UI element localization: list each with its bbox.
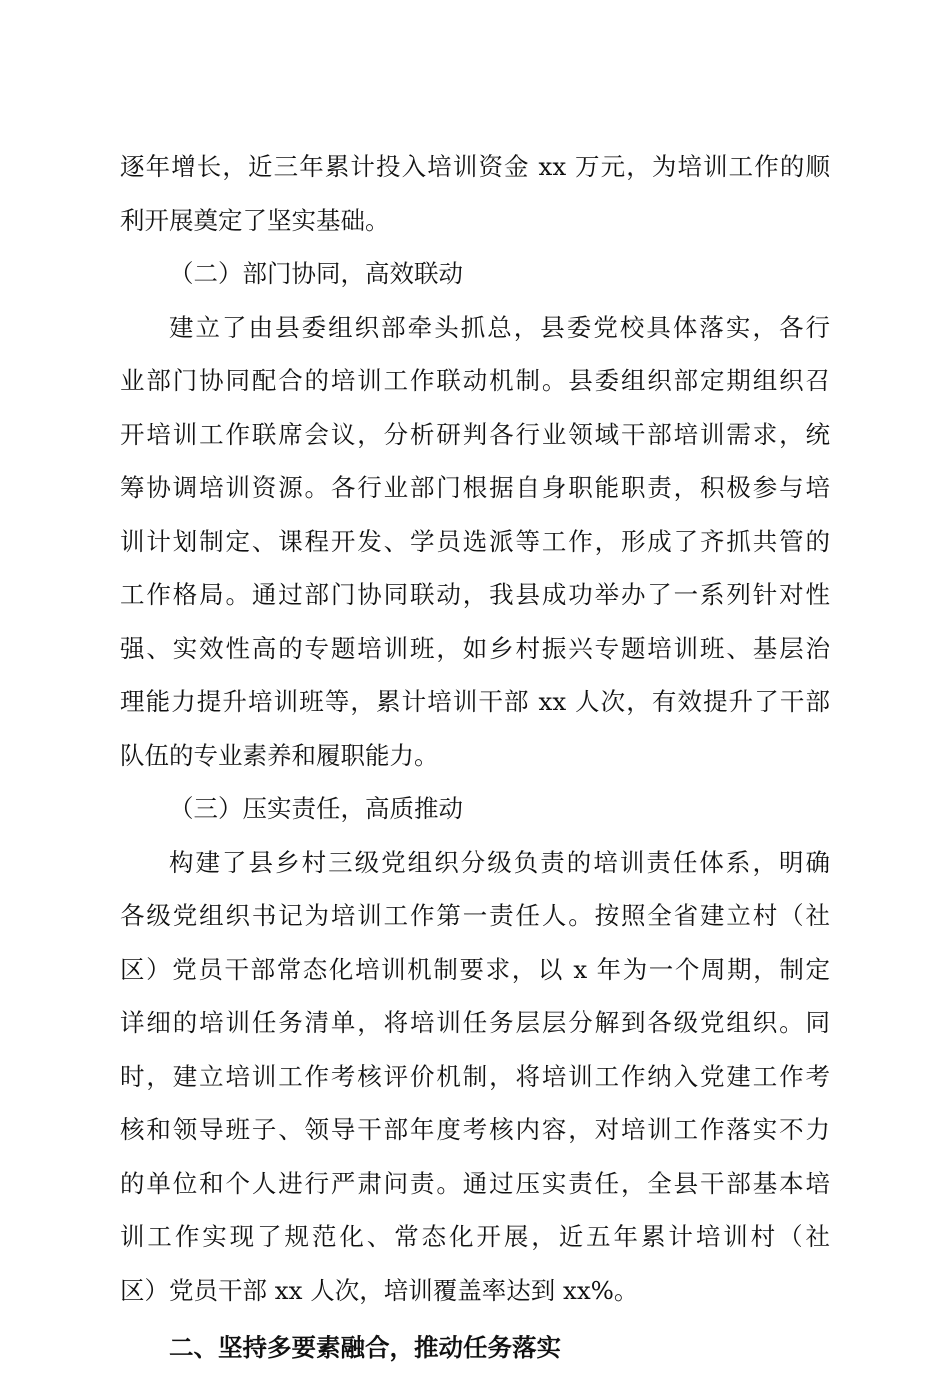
text-line: 核和领导班子、领导干部年度考核内容，对培训工作落实不力 — [120, 1115, 830, 1144]
text-line: 业部门协同配合的培训工作联动机制。县委组织部定期组织召 — [120, 366, 830, 395]
text-line: 详细的培训任务清单，将培训任务层层分解到各级党组织。同 — [120, 1008, 830, 1037]
section-heading-3: （三）压实责任，高质推动 — [169, 794, 463, 823]
text-line: 工作格局。通过部门协同联动，我县成功举办了一系列针对性 — [120, 580, 830, 609]
text-line: 建立了由县委组织部牵头抓总，县委党校具体落实，各行 — [169, 312, 830, 342]
text-line: 利开展奠定了坚实基础。 — [120, 205, 390, 235]
text-line: 队伍的专业素养和履职能力。 — [120, 740, 439, 770]
text-line: 训工作实现了规范化、常态化开展，近五年累计培训村（社 — [120, 1222, 830, 1251]
chapter-heading: 二、坚持多要素融合，推动任务落实 — [169, 1333, 561, 1362]
text-line: 训计划制定、课程开发、学员选派等工作，形成了齐抓共管的 — [120, 526, 830, 556]
text-line: 开培训工作联席会议，分析研判各行业领域干部培训需求，统 — [120, 419, 830, 449]
section-heading-2: （二）部门协同，高效联动 — [169, 259, 463, 288]
text-line: 逐年增长，近三年累计投入培训资金 xx 万元，为培训工作的顺 — [120, 152, 830, 181]
text-line: 各级党组织书记为培训工作第一责任人。按照全省建立村（社 — [120, 901, 830, 930]
text-line: 区）党员干部常态化培训机制要求，以 x 年为一个周期，制定 — [120, 954, 830, 984]
text-line: 时，建立培训工作考核评价机制，将培训工作纳入党建工作考 — [120, 1061, 830, 1091]
text-line: 区）党员干部 xx 人次，培训覆盖率达到 xx%。 — [120, 1275, 639, 1305]
document-page — [120, 140, 830, 1375]
text-line: 构建了县乡村三级党组织分级负责的培训责任体系，明确 — [169, 847, 830, 877]
text-line: 强、实效性高的专题培训班，如乡村振兴专题培训班、基层治 — [120, 633, 830, 663]
text-line: 筹协调培训资源。各行业部门根据自身职能职责，积极参与培 — [120, 473, 830, 502]
text-line: 的单位和个人进行严肃问责。通过压实责任，全县干部基本培 — [120, 1168, 830, 1198]
text-line: 理能力提升培训班等，累计培训干部 xx 人次，有效提升了干部 — [120, 687, 830, 716]
